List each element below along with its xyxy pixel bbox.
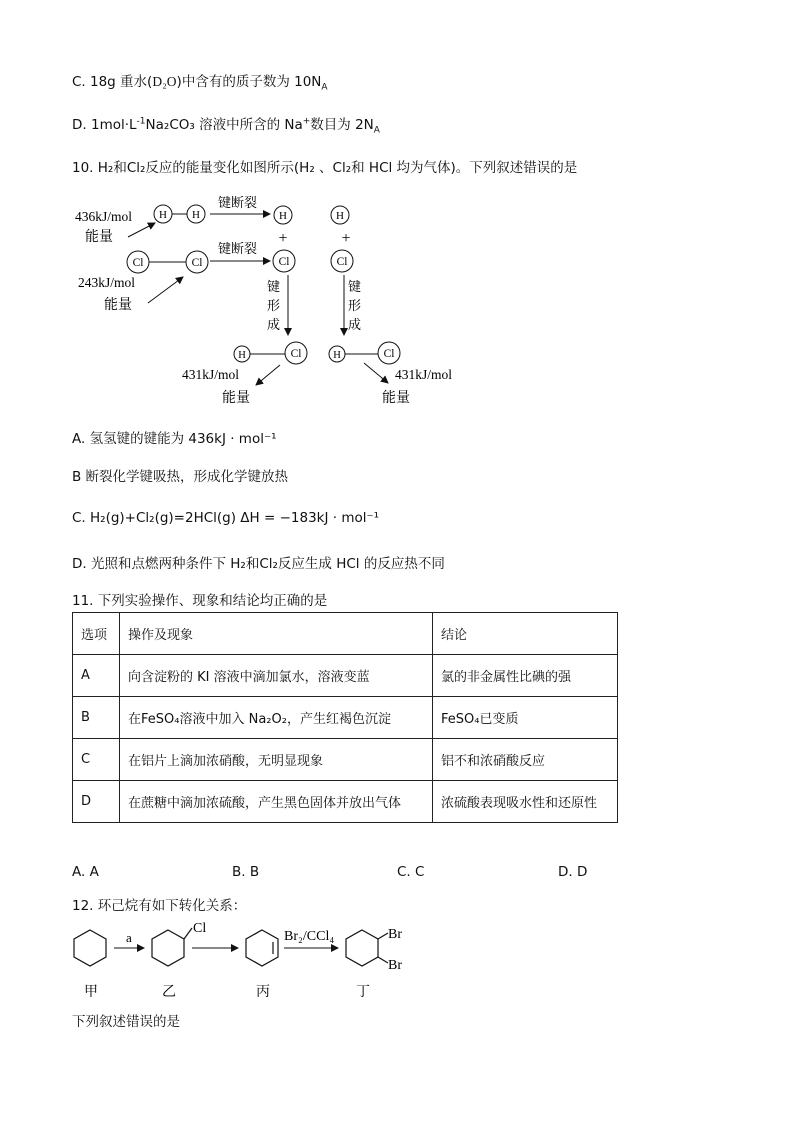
- table-cell: C: [73, 739, 120, 781]
- cl-atom-1-label: Cl: [132, 257, 144, 269]
- table-cell: FeSO₄已变质: [433, 697, 618, 739]
- q9-d-mid: Na₂CO₃ 溶液中所含的 Na: [145, 117, 303, 133]
- cl-atom-3-label: Cl: [278, 256, 290, 268]
- q9-c-d2o: D₂O: [152, 74, 177, 89]
- energy-hcl-right-label: 431kJ/mol: [395, 367, 453, 382]
- table-cell: 向含淀粉的 KI 溶液中滴加氯水，溶液变蓝: [120, 655, 433, 697]
- table-row: [73, 697, 618, 739]
- cl-atom-4-label: Cl: [336, 256, 348, 268]
- q10-option-c: C. H₂(g)+Cl₂(g)=2HCl(g) ΔH = −183kJ · mol⁻¹: [72, 510, 380, 526]
- energy-hcl-left-word: 能量: [222, 390, 250, 406]
- label-jia: 甲: [84, 984, 98, 1000]
- table-cell: 在蔗糖中滴加浓硫酸，产生黑色固体并放出气体: [120, 781, 433, 823]
- table-cell: 在铝片上滴加浓硝酸，无明显现象: [120, 739, 433, 781]
- c-br-bond-1: [378, 933, 388, 939]
- q11-answer-a: A. A: [72, 864, 99, 880]
- hcl-1-cl-label: Cl: [290, 348, 302, 360]
- q9-option-c: [72, 70, 328, 93]
- h-atom-2-label: H: [192, 209, 200, 221]
- q9-d-prefix: D. 1mol·L: [72, 117, 137, 133]
- label-ding: 丁: [356, 984, 370, 1000]
- table-cell: 铝不和浓硝酸反应: [433, 739, 618, 781]
- q10-option-a: A. 氢氢键的键能为 436kJ · mol⁻¹: [72, 431, 277, 447]
- energy-diagram: [70, 195, 490, 415]
- table-cell: D: [73, 781, 120, 823]
- hcl-2-cl-label: Cl: [383, 348, 395, 360]
- q9-d-sub: A: [373, 125, 380, 136]
- label-bing: 丙: [256, 984, 270, 1000]
- c-cl-bond: [184, 928, 192, 939]
- energy-clcl-label: 243kJ/mol: [78, 275, 136, 290]
- q11-answer-c: C. C: [397, 864, 425, 880]
- energy-hcl-left-label: 431kJ/mol: [182, 367, 240, 382]
- table-cell: A: [73, 655, 120, 697]
- table-header-cell: 操作及现象: [120, 613, 433, 655]
- br-substituent-1: Br: [388, 927, 402, 942]
- energy-hcl-right-word: 能量: [382, 390, 410, 406]
- energy-hh-label: 436kJ/mol: [75, 209, 133, 224]
- reagent-br2: Br₂/CCl₄: [284, 929, 335, 944]
- bond-form-1-char-2: 形: [267, 299, 281, 314]
- reaction-scheme: [68, 918, 428, 1008]
- dibromocyclohexane-ring: [346, 930, 378, 966]
- clcl-energy-arrow: [148, 277, 183, 303]
- bond-form-1-char-3: 成: [267, 318, 281, 333]
- cl-substituent: Cl: [193, 921, 207, 936]
- table-header-cell: 结论: [433, 613, 618, 655]
- bond-form-1-char-1: 键: [267, 280, 281, 295]
- bond-form-2-char-3: 成: [348, 318, 362, 333]
- plus-2: +: [341, 230, 351, 247]
- q9-c-prefix: C. 18g 重水(: [72, 74, 153, 90]
- bond-form-2-char-1: 键: [348, 280, 362, 295]
- q10-stem: 10. H₂和Cl₂反应的能量变化如图所示(H₂ 、Cl₂和 HCl 均为气体)。下列叙述错误的是: [72, 160, 578, 176]
- q9-d-sup1: -1: [136, 116, 146, 127]
- q11-answer-d: D. D: [558, 864, 588, 880]
- energy-clcl-word: 能量: [104, 297, 132, 313]
- bond-break-label-1: 键断裂: [218, 196, 258, 211]
- table-cell: B: [73, 697, 120, 739]
- q9-c-sub: A: [321, 82, 328, 93]
- q9-d-mid2: 数目为 2N: [310, 117, 374, 133]
- energy-hh-word: 能量: [85, 229, 113, 245]
- q12-stem: 12. 环己烷有如下转化关系：: [72, 898, 247, 914]
- br-substituent-2: Br: [388, 958, 402, 973]
- table-header-row: [73, 613, 618, 655]
- table-row: [73, 781, 618, 823]
- h-atom-1-label: H: [159, 209, 167, 221]
- label-yi: 乙: [162, 984, 176, 1000]
- table-row: [73, 655, 618, 697]
- cyclohexane-ring: [74, 930, 106, 966]
- h-atom-4-label: H: [336, 210, 344, 222]
- q11-answer-b: B. B: [232, 864, 260, 880]
- table-cell: 氯的非金属性比碘的强: [433, 655, 618, 697]
- table-cell: 浓硫酸表现吸水性和还原性: [433, 781, 618, 823]
- q10-option-d: D. 光照和点燃两种条件下 H₂和Cl₂反应生成 HCl 的反应热不同: [72, 556, 445, 572]
- table-cell: 在FeSO₄溶液中加入 Na₂O₂，产生红褐色沉淀: [120, 697, 433, 739]
- q9-d-sup2: +: [302, 116, 311, 127]
- table-row: [73, 739, 618, 781]
- q12-followup: 下列叙述错误的是: [72, 1014, 180, 1030]
- q11-stem: 11. 下列实验操作、现象和结论均正确的是: [72, 593, 328, 609]
- reagent-a: a: [126, 930, 132, 945]
- q9-c-suffix: )中含有的质子数为 10N: [176, 74, 322, 90]
- hcl-2-h-label: H: [333, 350, 341, 361]
- hcl-1-h-label: H: [238, 350, 246, 361]
- c-br-bond-2: [378, 957, 388, 963]
- hh-energy-arrow: [128, 223, 155, 237]
- plus-1: +: [278, 230, 288, 247]
- table-header-cell: 选项: [73, 613, 120, 655]
- bond-form-2-char-2: 形: [348, 299, 362, 314]
- q11-table: [72, 612, 618, 823]
- chlorocyclohexane-ring: [152, 930, 184, 966]
- q10-option-b: B 断裂化学键吸热，形成化学键放热: [72, 469, 289, 485]
- cl-atom-2-label: Cl: [191, 257, 203, 269]
- hcl-right-energy-arrow: [364, 363, 388, 383]
- bond-break-label-2: 键断裂: [218, 242, 258, 257]
- q9-option-d: [72, 113, 380, 136]
- hcl-left-energy-arrow: [256, 365, 280, 385]
- h-atom-3-label: H: [279, 210, 287, 222]
